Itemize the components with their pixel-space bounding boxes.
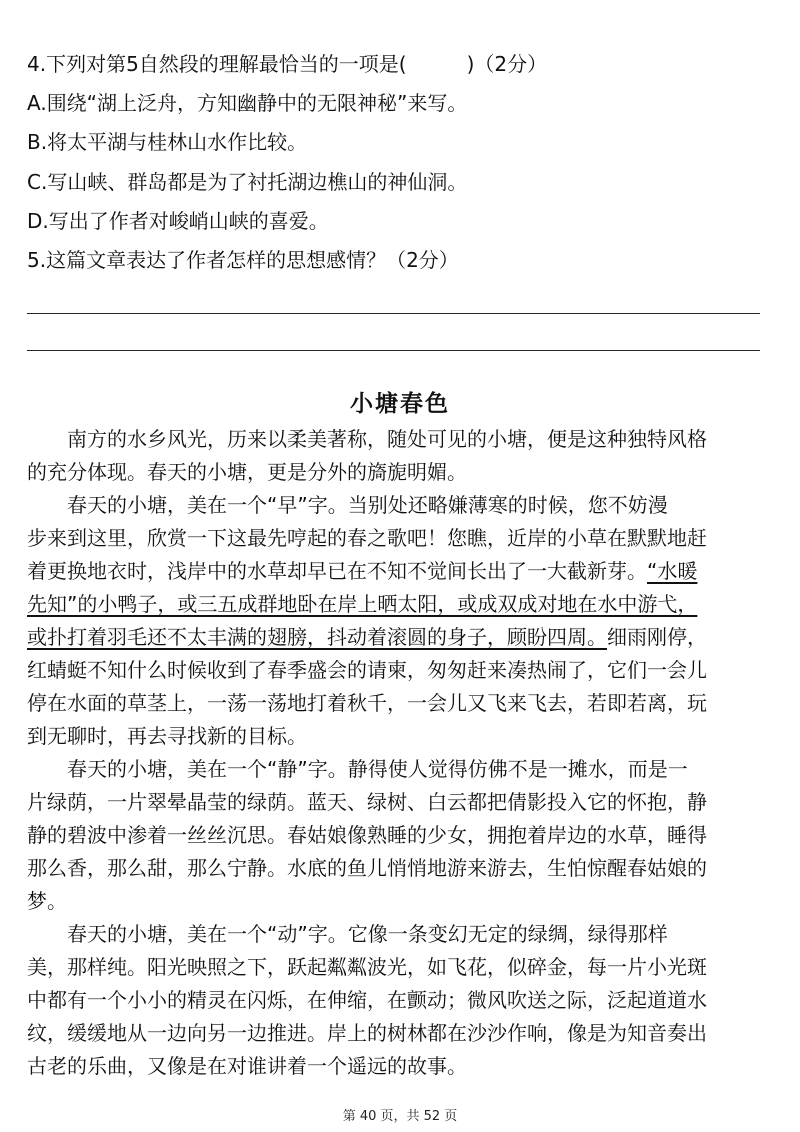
article-text: 细雨刚停， — [607, 625, 707, 649]
article-line: 停在水面的草茎上，一荡一荡地打着秋千，一会儿又飞来飞去，若即若离，玩 — [27, 691, 707, 715]
option-a: A.围绕“湖上泛舟，方知幽静中的无限神秘”来写。 — [27, 91, 468, 115]
article-line: 梦。 — [27, 889, 67, 913]
article-line: 到无聊时，再去寻找新的目标。 — [27, 724, 307, 748]
underlined-text: “水暖 — [647, 559, 698, 583]
answer-line-2 — [27, 350, 760, 351]
article-line: 那么香，那么甜，那么宁静。水底的鱼儿悄悄地游来游去，生怕惊醒春姑娘的 — [27, 856, 707, 880]
article-line: 的充分体现。春天的小塘，更是分外的旖旎明媚。 — [27, 460, 467, 484]
page-footer: 第 40 页，共 52 页 — [342, 1109, 458, 1124]
article-line: 红蜻蜓不知什么时候收到了春季盛会的请柬，匆匆赶来凑热闹了，它们一会儿 — [27, 658, 707, 682]
article-line: 步来到这里，欣赏一下这最先哼起的春之歌吧！您瞧，近岸的小草在默默地赶 — [27, 526, 707, 550]
article-line: 春天的小塘，美在一个“动”字。它像一条变幻无定的绿绸，绿得那样 — [27, 922, 668, 946]
article-title: 小塘春色 — [350, 391, 450, 417]
article-line: 春天的小塘，美在一个“早”字。当别处还略嫌薄寒的时候，您不妨漫 — [27, 493, 668, 517]
article-line: 静的碧波中渗着一丝丝沉思。春姑娘像熟睡的少女，拥抱着岸边的水草，睡得 — [27, 823, 707, 847]
article-line: 美，那样纯。阳光映照之下，跃起粼粼波光，如飞花，似碎金，每一片小光斑 — [27, 955, 707, 979]
article-text: 着更换地衣时，浅岸中的水草却早已在不知不觉间长出了一大截新芽。 — [27, 559, 647, 583]
article-line — [27, 623, 777, 651]
option-c: C.写山峡、群岛都是为了衬托湖边樵山的神仙洞。 — [27, 170, 468, 194]
option-d: D.写出了作者对峻峭山峡的喜爱。 — [27, 209, 329, 233]
article-line: 古老的乐曲，又像是在对谁讲着一个遥远的故事。 — [27, 1054, 467, 1078]
article-line: 片绿荫，一片翠晕晶莹的绿荫。蓝天、绿树、白云都把倩影投入它的怀抱，静 — [27, 790, 707, 814]
answer-line-1 — [27, 313, 760, 314]
article-line: 纹，缓缓地从一边向另一边推进。岸上的树林都在沙沙作响，像是为知音奏出 — [27, 1021, 707, 1045]
article-line: 中都有一个小小的精灵在闪烁，在伸缩，在颤动；微风吹送之际，泛起道道水 — [27, 988, 707, 1012]
article-line — [27, 557, 777, 585]
article-line: 春天的小塘，美在一个“静”字。静得使人觉得仿佛不是一摊水，而是一 — [27, 757, 688, 781]
question-5: 5.这篇文章表达了作者怎样的思想感情？（2分） — [27, 248, 459, 272]
underlined-text: 或扑打着羽毛还不太丰满的翅膀，抖动着滚圆的身子，顾盼四周。 — [27, 625, 607, 649]
option-b: B.将太平湖与桂林山水作比较。 — [27, 130, 308, 154]
question-4: 4.下列对第5自然段的理解最恰当的一项是( )（2分） — [27, 52, 548, 76]
underlined-line: 先知”的小鸭子，或三五成群地卧在岸上晒太阳，或成双成对地在水中游弋， — [27, 592, 698, 616]
article-line: 南方的水乡风光，历来以柔美著称，随处可见的小塘，便是这种独特风格 — [27, 427, 707, 451]
